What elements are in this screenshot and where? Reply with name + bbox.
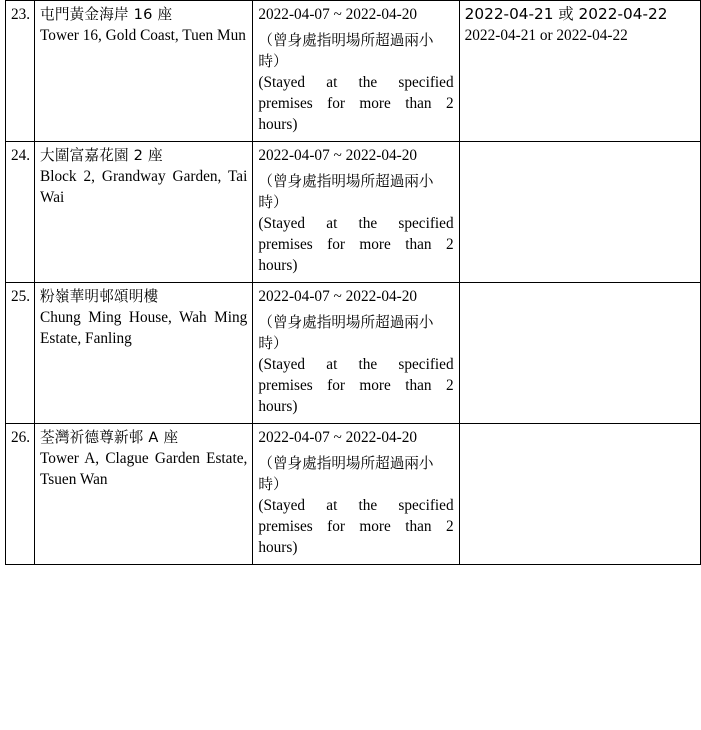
row-date-range [253, 283, 459, 424]
row-index-text: 24. [11, 147, 31, 164]
specified-premises-table [5, 0, 701, 565]
premises-name-zh: 荃灣祈德尊新邨 A 座 [40, 429, 179, 446]
row-index [6, 283, 35, 424]
table-row [6, 1, 701, 142]
row-index [6, 142, 35, 283]
row-index-text: 23. [11, 6, 31, 23]
premises-name-zh: 大圍富嘉花園 2 座 [40, 147, 163, 164]
row-premises [35, 424, 253, 565]
row-index-text: 26. [11, 429, 31, 446]
stay-note-zh: （曾身處指明場所超過兩小時） [258, 173, 434, 211]
row-premises [35, 1, 253, 142]
stay-note-zh: （曾身處指明場所超過兩小時） [258, 32, 434, 70]
date-range-text: 2022-04-07 ~ 2022-04-20 [258, 429, 418, 446]
row-date-range [253, 424, 459, 565]
testing-deadline-en: 2022-04-21 or 2022-04-22 [464, 27, 628, 44]
row-index-text: 25. [11, 288, 31, 305]
date-range-text: 2022-04-07 ~ 2022-04-20 [258, 288, 418, 305]
premises-name-en: Tower A, Clague Garden Estate, Tsuen Wan [40, 450, 248, 488]
stay-note-en: (Stayed at the specified premises for more than 2 hours) [258, 356, 454, 415]
premises-name-zh: 粉嶺華明邨頌明樓 [40, 288, 159, 305]
stay-note-zh: （曾身處指明場所超過兩小時） [258, 455, 434, 493]
row-index [6, 424, 35, 565]
premises-name-en: Tower 16, Gold Coast, Tuen Mun [40, 27, 246, 44]
row-date-range [253, 142, 459, 283]
row-premises [35, 283, 253, 424]
premises-name-zh: 屯門黃金海岸 16 座 [40, 6, 173, 23]
row-premises [35, 142, 253, 283]
table-row [6, 283, 701, 424]
testing-deadline-zh: 2022-04-21 或 2022-04-22 [464, 5, 668, 23]
premises-name-en: Chung Ming House, Wah Ming Estate, Fanling [40, 309, 248, 347]
row-testing-deadline [459, 142, 700, 283]
table-row [6, 424, 701, 565]
table-row [6, 142, 701, 283]
stay-note-en: (Stayed at the specified premises for more than 2 hours) [258, 74, 454, 133]
row-date-range [253, 1, 459, 142]
date-range-text: 2022-04-07 ~ 2022-04-20 [258, 6, 418, 23]
date-range-text: 2022-04-07 ~ 2022-04-20 [258, 147, 418, 164]
row-index [6, 1, 35, 142]
premises-name-en: Block 2, Grandway Garden, Tai Wai [40, 168, 248, 206]
row-testing-deadline [459, 1, 700, 142]
stay-note-en: (Stayed at the specified premises for more than 2 hours) [258, 215, 454, 274]
row-testing-deadline [459, 424, 700, 565]
stay-note-en: (Stayed at the specified premises for more than 2 hours) [258, 497, 454, 556]
row-testing-deadline [459, 283, 700, 424]
stay-note-zh: （曾身處指明場所超過兩小時） [258, 314, 434, 352]
